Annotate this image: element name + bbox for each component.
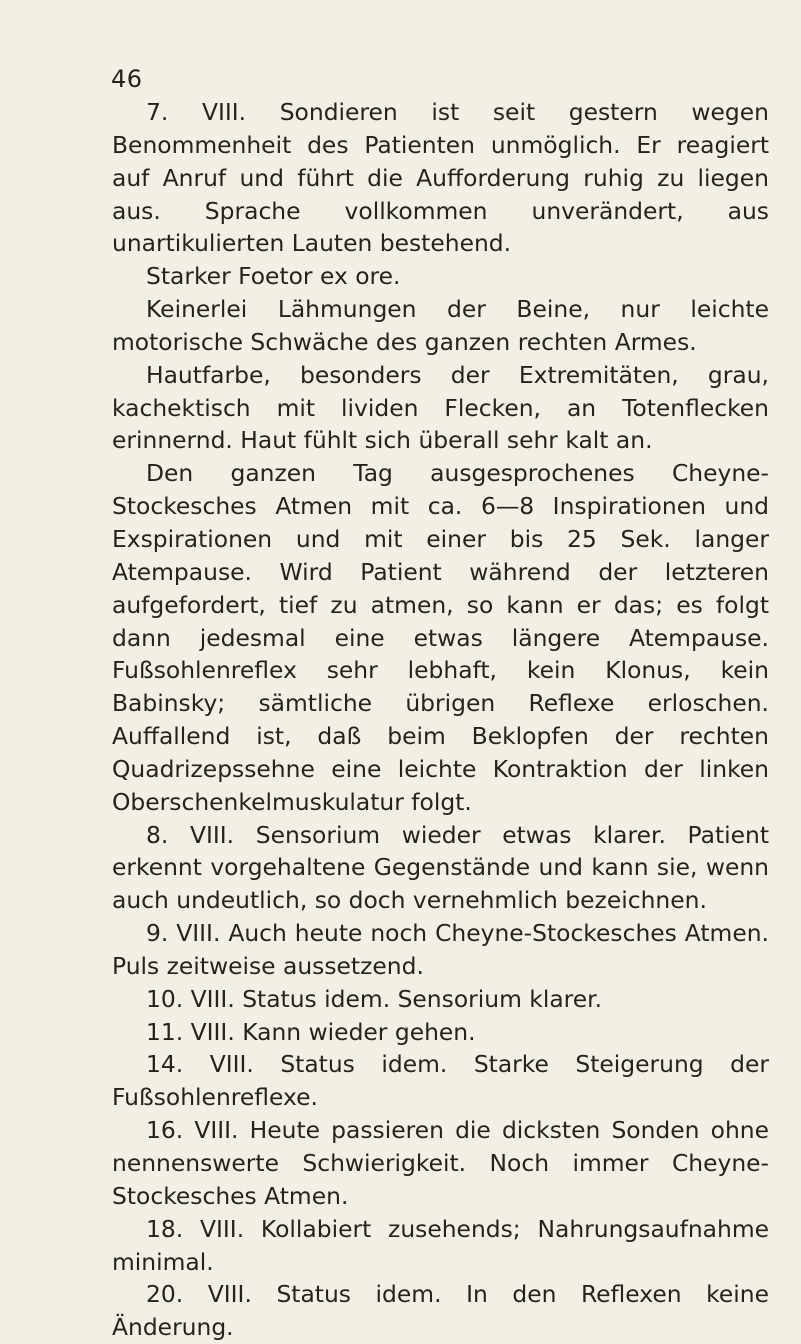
paragraph-foetor: Starker Foetor ex ore. [146, 262, 401, 291]
paragraph-18-viii: 18. VIII. Kollabiert zusehends; Nahrungsaufnahme minimal. [112, 1214, 769, 1276]
paragraph-laehmungen: Keinerlei Lähmungen der Beine, nur leichte motorische Schwäche des ganzen rechten Armes. [112, 295, 769, 356]
paragraph-hautfarbe: Hautfarbe, besonders der Extremitäten, grau, kachektisch mit lividen Flecken, an Totenflecken erinnernd. Haut fühlt sich überall sehr kalt an. [112, 360, 769, 455]
paragraph-16-viii: 16. VIII. Heute passieren die dicksten Sonden ohne nennenswerte Schwierigkeit. Noch immer Cheyne-Stockesches Atmen. [112, 1116, 769, 1210]
paragraph-20-viii: 20. VIII. Status idem. In den Reflexen keine Änderung. [112, 1280, 769, 1342]
paragraph-7-viii: 7. VIII. Sondieren ist seit gestern wegen Benommenheit des Patienten unmöglich. Er reagiert auf Anruf und führt die Aufforderung ruhig zu liegen aus. Sprache vollkommen unverändert, aus unartikulierten Lauten bestehend. [112, 98, 769, 258]
paragraph-8-viii: 8. VIII. Sensorium wieder etwas klarer. Patient erkennt vorgehaltene Gegenstände und kann sie, wenn auch undeutlich, so doch vernehmlich bezeichnen. [112, 820, 769, 915]
paragraph-cheyne-stokes: Den ganzen Tag ausgesprochenes Cheyne-Stockesches Atmen mit ca. 6—8 Inspirationen und Exspirationen und mit einer bis 25 Sek. langer Atempause. Wird Patient während der letzteren aufgefordert, tief zu atmen, so kann er das; es folgt dann jedesmal eine etwas längere Atempause. Fußsohlenreflex sehr lebhaft, kein Klonus, kein Babinsky; sämtliche übrigen Reflexe erloschen. Auffallend ist, daß beim Beklopfen der rechten Quadrizepssehne eine leichte Kontraktion der linken Oberschenkelmuskulatur folgt. [112, 459, 769, 816]
paragraph-14-viii: 14. VIII. Status idem. Starke Steigerung der Fußsohlenreflexe. [112, 1050, 769, 1112]
paragraph-10-viii: 10. VIII. Status idem. Sensorium klarer. [146, 984, 603, 1013]
page-body [112, 96, 769, 1344]
paragraph-11-viii: 11. VIII. Kann wieder gehen. [146, 1017, 476, 1046]
page-number: 46 [111, 65, 143, 93]
paragraph-9-viii: 9. VIII. Auch heute noch Cheyne-Stockesches Atmen. Puls zeitweise aussetzend. [112, 919, 769, 980]
